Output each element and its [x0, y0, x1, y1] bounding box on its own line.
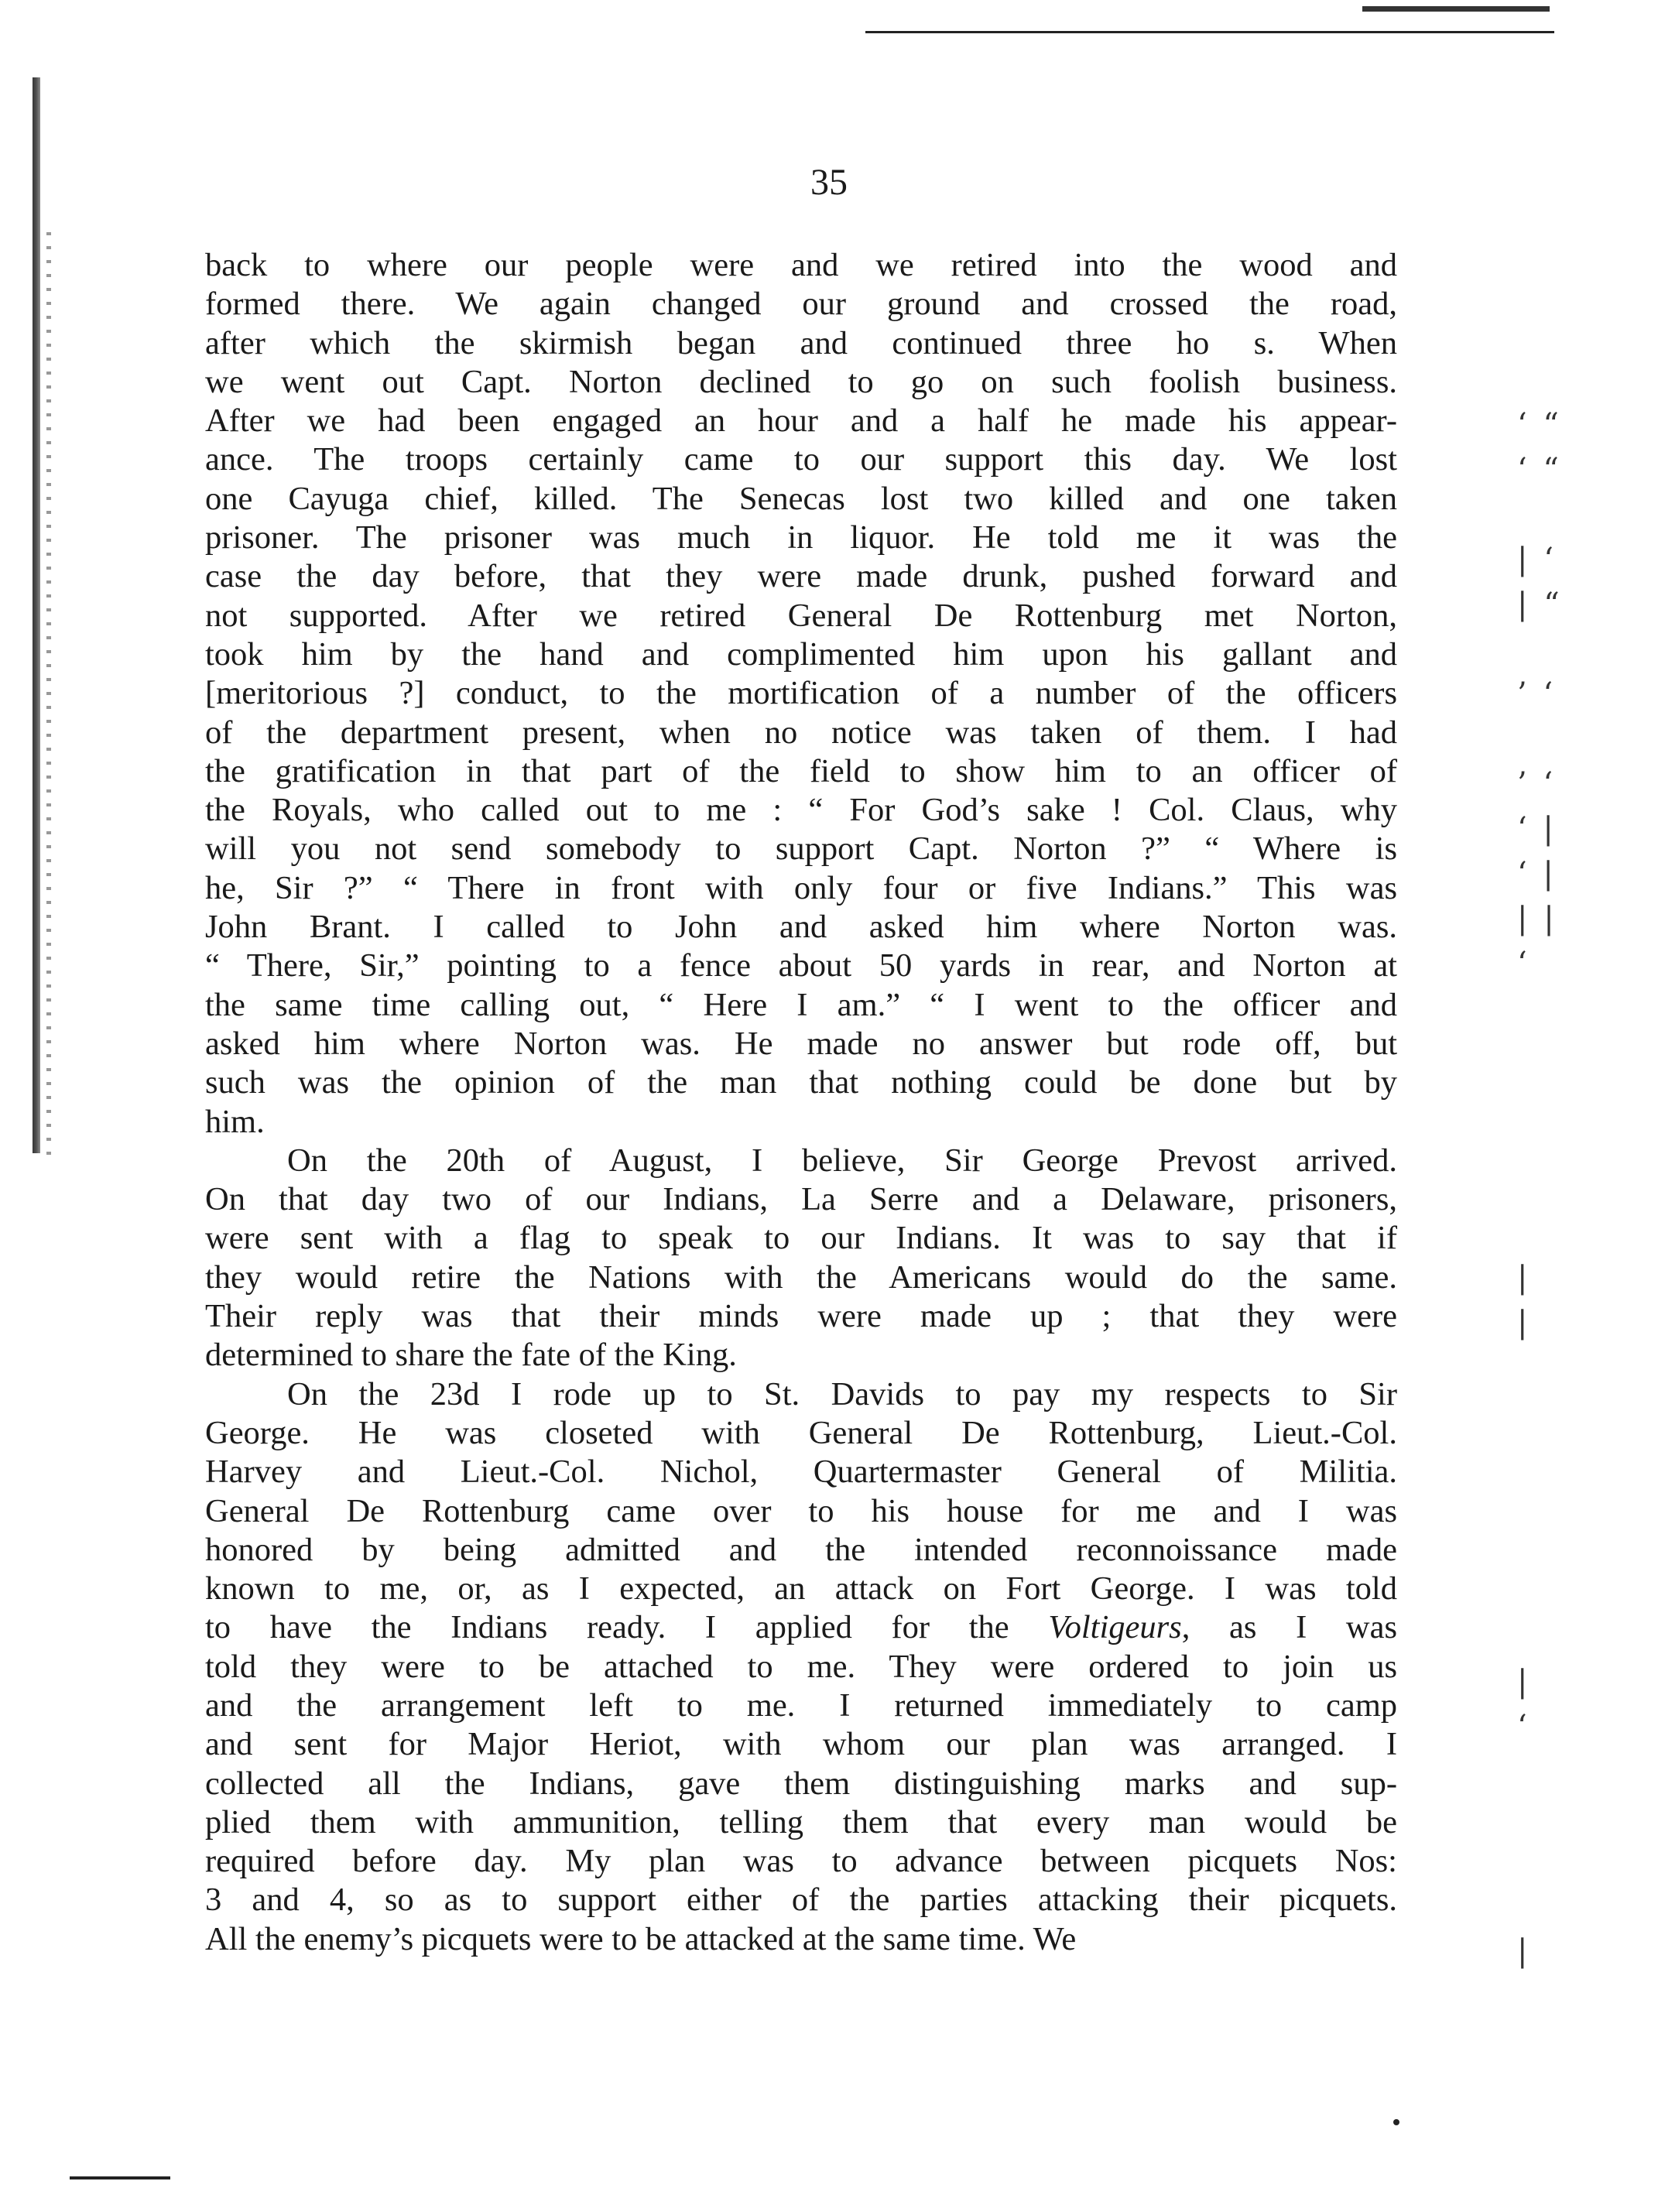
text-line: such was the opinion of the man that nothing could be done but by	[205, 1064, 1397, 1101]
text-line: John Brant. I called to John and asked him where Norton was.	[205, 909, 1397, 946]
text-line: were sent with a flag to speak to our Indians. It was to say that if	[205, 1220, 1397, 1257]
scan-artifact-bottom-mark	[70, 2176, 170, 2179]
text-line: him.	[205, 1103, 265, 1140]
text-line: On the 20th of August, I believe, Sir George Prevost arrived.	[287, 1142, 1397, 1179]
text-line: after which the skirmish began and continued three ho s. When	[205, 324, 1397, 361]
body-text	[205, 246, 1397, 1959]
text-line: will you not send somebody to support Capt. Norton ?” “ Where is	[205, 830, 1397, 868]
header-rule	[865, 31, 1554, 33]
text-line: case the day before, that they were made drunk, pushed forward and	[205, 558, 1397, 595]
text-line: to have the Indians ready. I applied for the Voltigeurs, as I was	[205, 1609, 1397, 1646]
text-line: one Cayuga chief, killed. The Senecas lost two killed and one taken	[205, 480, 1397, 517]
text-line: George. He was closeted with General De Rottenburg, Lieut.-Col.	[205, 1414, 1397, 1451]
text-line: of the department present, when no notice was taken of them. I had	[205, 714, 1397, 751]
paragraph	[205, 1375, 1397, 1959]
scan-artifact-left-speckle	[46, 232, 51, 1161]
text-line: plied them with ammunition, telling them that every man would be	[205, 1803, 1397, 1840]
text-line: back to where our people were and we retired into the wood and	[205, 247, 1397, 283]
text-line: took him by the hand and complimented him upon his gallant and	[205, 635, 1397, 673]
text-line: collected all the Indians, gave them distinguishing marks and sup-	[205, 1765, 1397, 1802]
text-line: the same time calling out, “ Here I am.” “ I went to the officer and	[205, 986, 1397, 1023]
text-line: Their reply was that their minds were made up ; that they were	[205, 1298, 1397, 1335]
text-line: determined to share the fate of the King.	[205, 1337, 737, 1374]
text-line: asked him where Norton was. He made no answer but rode off, but	[205, 1025, 1397, 1062]
text-line: formed there. We again changed our ground and crossed the road,	[205, 286, 1397, 323]
text-line: and the arrangement left to me. I returned immediately to camp	[205, 1686, 1397, 1724]
text-line: known to me, or, as I expected, an attack on Fort George. I was told	[205, 1570, 1397, 1608]
paragraph	[205, 246, 1397, 1142]
text-line: we went out Capt. Norton declined to go on such foolish business.	[205, 363, 1397, 400]
text-line: prisoner. The prisoner was much in liquor. He told me it was the	[205, 519, 1397, 556]
scan-artifact-right-marks: ‘ “ ‘ “ | ‘ | “ ’ ‘ ’ ‘ ‘ | ‘ | | | ‘ | | | ‘ |	[1517, 407, 1563, 1969]
text-line: All the enemy’s picquets were to be attacked at the same time. We	[205, 1920, 1077, 1957]
text-line: Harvey and Lieut.-Col. Nichol, Quartermaster General of Militia.	[205, 1454, 1397, 1491]
text-line: and sent for Major Heriot, with whom our plan was arranged. I	[205, 1726, 1397, 1763]
text-line: he, Sir ?” “ There in front with only four or five Indians.” This was	[205, 869, 1397, 906]
paragraph	[205, 1142, 1397, 1375]
text-line: not supported. After we retired General De Rottenburg met Norton,	[205, 597, 1397, 634]
text-line: told they were to be attached to me. They were ordered to join us	[205, 1648, 1397, 1685]
text-line: On the 23d I rode up to St. Davids to pay my respects to Sir	[287, 1375, 1397, 1412]
text-line: the gratification in that part of the field to show him to an officer of	[205, 752, 1397, 789]
text-line: On that day two of our Indians, La Serre and a Delaware, prisoners,	[205, 1181, 1397, 1218]
text-line: [meritorious ?] conduct, to the mortification of a number of the officers	[205, 675, 1397, 712]
text-line: ance. The troops certainly came to our support this day. We lost	[205, 441, 1397, 478]
text-line: “ There, Sir,” pointing to a fence about 50 yards in rear, and Norton at	[205, 947, 1397, 984]
text-line: required before day. My plan was to advance between picquets Nos:	[205, 1843, 1397, 1880]
text-line: After we had been engaged an hour and a half he made his appear-	[205, 402, 1397, 440]
text-line: 3 and 4, so as to support either of the parties attacking their picquets.	[205, 1882, 1397, 1919]
scan-artifact-left-edge	[33, 77, 40, 1153]
text-line: they would retire the Nations with the Americans would do the same.	[205, 1258, 1397, 1296]
text-line: honored by being admitted and the intended reconnoissance made	[205, 1531, 1397, 1568]
scan-artifact-dot	[1393, 2119, 1399, 2125]
text-line: the Royals, who called out to me : “ For God’s sake ! Col. Claus, why	[205, 792, 1397, 829]
text-line: General De Rottenburg came over to his house for me and I was	[205, 1492, 1397, 1529]
page-number: 35	[810, 162, 848, 203]
scan-artifact-top-bar	[1362, 6, 1550, 12]
